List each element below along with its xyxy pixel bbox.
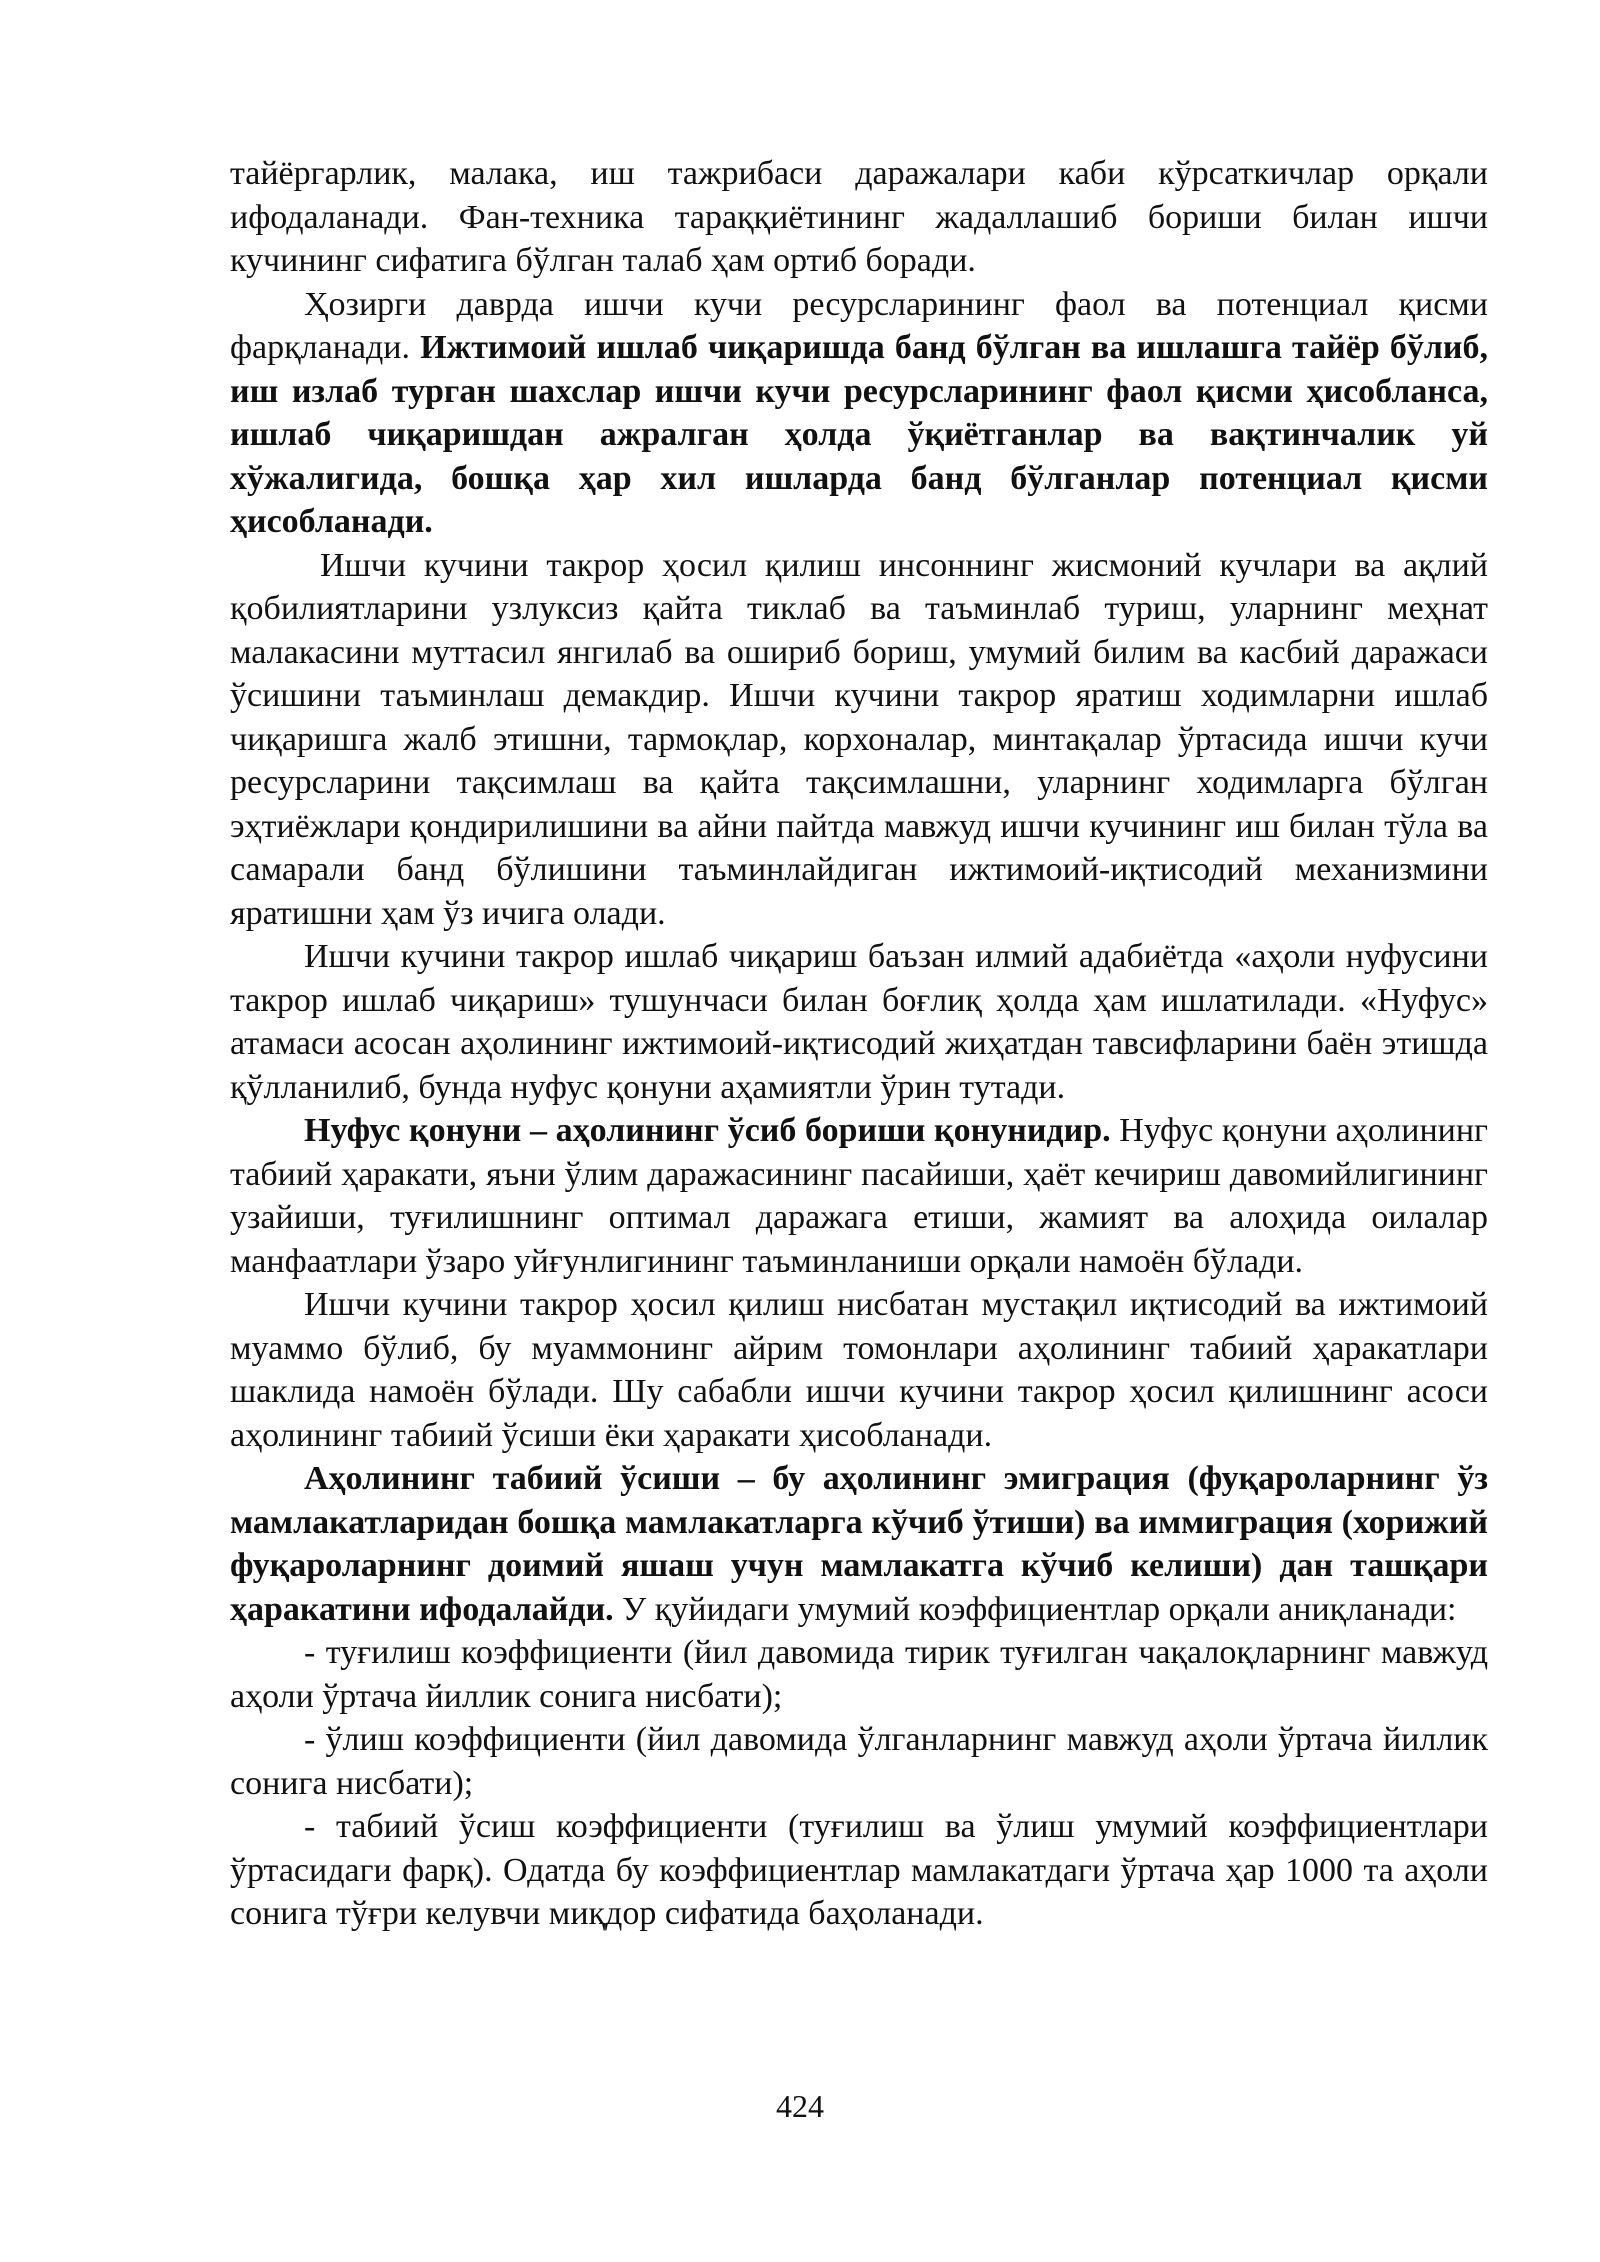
paragraph-3: Ишчи кучини такрор ҳосил қилиш инсоннинг жисмоний кучлари ва ақлий қобилиятларини узлуксиз қайта тиклаб ва таъминлаб туриш, уларнинг меҳнат малакасини муттасил янгилаб ва ошириб бориш, умумий билим ва касбий даражаси ўсишини таъминлаш демакдир. Ишчи кучини такрор яратиш ходимларни ишлаб чиқаришга жалб этишни, тармоқлар, корхоналар, минтақалар ўртасида ишчи кучи ресурсларини тақсимлаш ва қайта тақсимлашни, уларнинг ходимларга бўлган эҳтиёжлари қондирилишини ва айни пайтда мавжуд ишчи кучининг иш билан тўла ва самарали банд бўлишини таъминлайдиган ижтимоий-иқтисодий механизмини яратишни ҳам ўз ичига олади.	[230, 546, 1488, 932]
paragraph-5	[230, 1109, 1488, 1283]
list-item-birth-rate: - туғилиш коэффициенти (йил давомида тирик туғилган чақалоқларнинг мавжуд аҳоли ўртача йиллик сонига нисбати);	[230, 1634, 1488, 1715]
paragraph-2-text: Ҳозирги даврда ишчи кучи ресурсларининг фаол ва потенциал қисми фарқланади.	[230, 285, 1488, 366]
paragraph-7-bold-definition: Аҳолининг табиий ўсиши – бу аҳолининг эмиграция (фуқароларнинг ўз мамлакатларидан бошқа мамлакатларга кўчиб ўтиши) ва иммиграция (хорижий фуқароларнинг доимий яшаш учун мамлакатга кўчиб келиши) дан ташқари ҳаракатини ифодалайди.	[230, 1460, 1488, 1628]
document-page	[230, 152, 1488, 1936]
list-item-natural-growth-rate: - табиий ўсиш коэффициенти (туғилиш ва ўлиш умумий коэффициентлари ўртасидаги фарқ). Одатда бу коэффициентлар мамлакатдаги ўртача ҳар 1000 та аҳоли сонига тўғри келувчи миқдор сифатида баҳоланади.	[230, 1808, 1488, 1932]
paragraph-7	[230, 1457, 1488, 1631]
paragraph-1: тайёргарлик, малака, иш тажрибаси даражалари каби кўрсаткичлар орқали ифодаланади. Фан-техника тараққиётининг жадаллашиб бориши билан ишчи кучининг сифатига бўлган талаб ҳам ортиб боради.	[230, 155, 1488, 279]
paragraph-2	[230, 283, 1488, 544]
paragraph-2-bold-definition: Ижтимоий ишлаб чиқаришда банд бўлган ва ишлашга тайёр бўлиб, иш излаб турган шахслар ишчи кучи ресурсларининг фаол қисми ҳисобланса, ишлаб чиқаришдан ажралган ҳолда ўқиётганлар ва вақтинчалик уй хўжалигида, бошқа ҳар хил ишларда банд бўлганлар потенциал қисми ҳисобланади.	[230, 329, 1489, 540]
paragraph-5-bold-definition: Нуфус қонуни – аҳолининг ўсиб бориши қонунидир.	[304, 1112, 1111, 1149]
paragraph-4: Ишчи кучини такрор ишлаб чиқариш баъзан илмий адабиётда «аҳоли нуфусини такрор ишлаб чиқариш» тушунчаси билан боғлиқ ҳолда ҳам ишлатилади. «Нуфус» атамаси асосан аҳолининг ижтимоий-иқтисодий жиҳатдан тавсифларини баён этишда қўлланилиб, бунда нуфус қонуни аҳамиятли ўрин тутади.	[230, 938, 1488, 1106]
page-number: 424	[776, 2088, 824, 2124]
paragraph-6: Ишчи кучини такрор ҳосил қилиш нисбатан мустақил иқтисодий ва ижтимоий муаммо бўлиб, бу муаммонинг айрим томонлари аҳолининг табиий ҳаракатлари шаклида намоён бўлади. Шу сабабли ишчи кучини такрор ҳосил қилишнинг асоси аҳолининг табиий ўсиши ёки ҳаракати ҳисобланади.	[230, 1286, 1488, 1454]
list-item-death-rate: - ўлиш коэффициенти (йил давомида ўлганларнинг мавжуд аҳоли ўртача йиллик сонига нисбати);	[230, 1721, 1488, 1802]
paragraph-5-text: Нуфус қонуни аҳолининг табиий ҳаракати, яъни ўлим даражасининг пасайиши, ҳаёт кечириш давомийлигининг узайиши, туғилишнинг оптимал даражага етиши, жамият ва алоҳида оилалар манфаатлари ўзаро уйғунлигининг таъминланиши орқали намоён бўлади.	[230, 1112, 1488, 1280]
paragraph-7-text: У қуйидаги умумий коэффициентлар орқали аниқланади:	[613, 1590, 1457, 1628]
